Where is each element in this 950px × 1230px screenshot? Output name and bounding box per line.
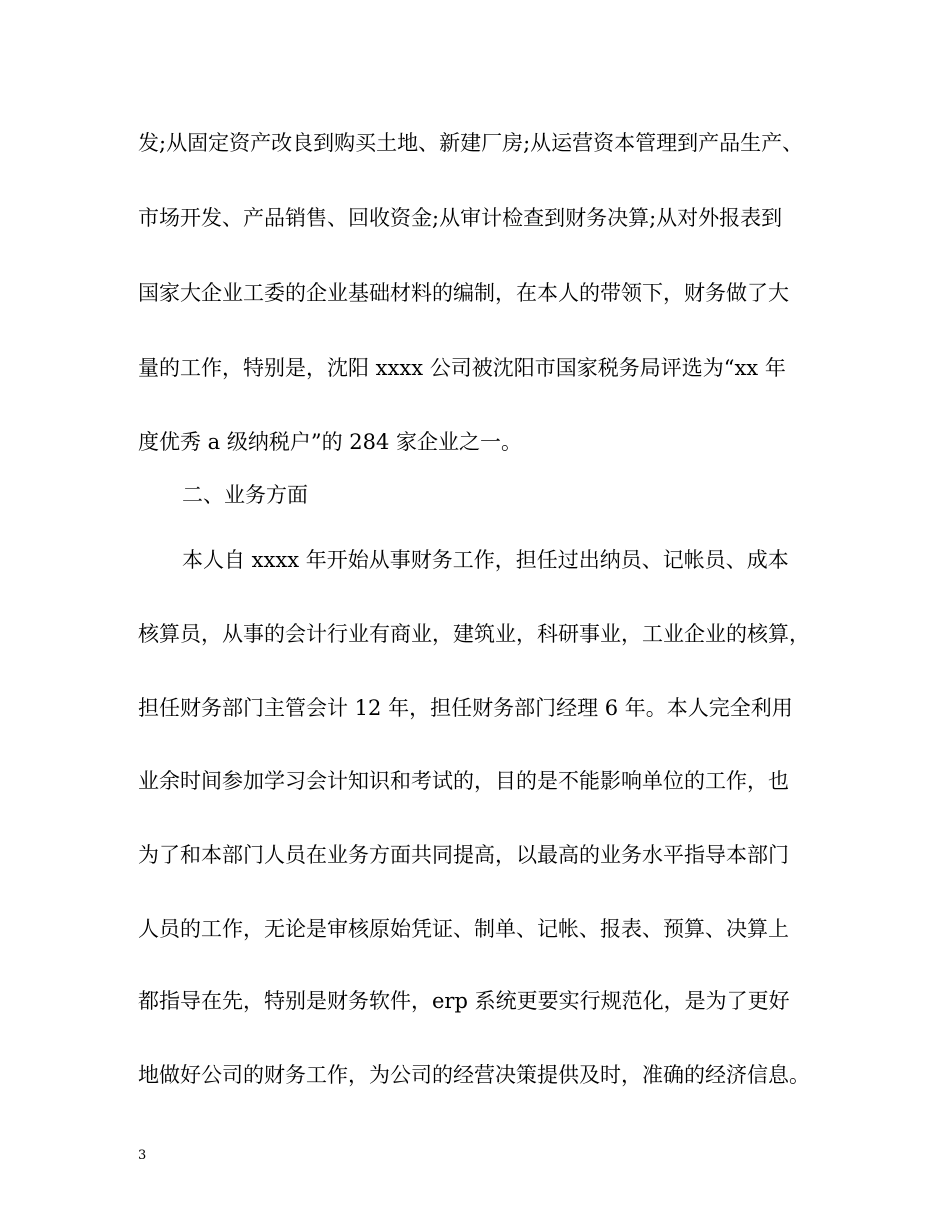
paragraph-line-8: 担任财务部门主管会计 12 年，担任财务部门经理 6 年。本人完全利用 <box>138 696 793 720</box>
paragraph-line-12: 都指导在先，特别是财务软件，erp 系统更要实行规范化，是为了更好 <box>138 989 790 1013</box>
page-number: 3 <box>138 1148 147 1163</box>
paragraph-line-10: 为了和本部门人员在业务方面共同提高，以最高的业务水平指导本部门 <box>138 843 789 867</box>
paragraph-line-2: 市场开发、产品销售、回收资金;从审计检查到财务决算;从对外报表到 <box>138 206 783 230</box>
paragraph-line-5: 度优秀 a 级纳税户”的 284 家企业之一。 <box>138 430 523 454</box>
paragraph-line-13: 地做好公司的财务工作，为公司的经营决策提供及时，准确的经济信息。 <box>138 1063 810 1087</box>
paragraph-line-6: 本人自 xxxx 年开始从事财务工作，担任过出纳员、记帐员、成本 <box>182 548 789 572</box>
paragraph-line-1: 发;从固定资产改良到购买土地、新建厂房;从运营资本管理到产品生产、 <box>138 131 804 155</box>
section-heading: 二、业务方面 <box>182 483 308 507</box>
paragraph-line-7: 核算员，从事的会计行业有商业，建筑业，科研事业，工业企业的核算， <box>138 622 810 646</box>
paragraph-line-4: 量的工作，特别是，沈阳 xxxx 公司被沈阳市国家税务局评选为“xx 年 <box>138 356 786 380</box>
paragraph-line-9: 业余时间参加学习会计知识和考试的，目的是不能影响单位的工作，也 <box>138 769 789 793</box>
paragraph-line-3: 国家大企业工委的企业基础材料的编制，在本人的带领下，财务做了大 <box>138 281 789 305</box>
paragraph-line-11: 人员的工作，无论是审核原始凭证、制单、记帐、报表、预算、决算上 <box>138 917 789 941</box>
